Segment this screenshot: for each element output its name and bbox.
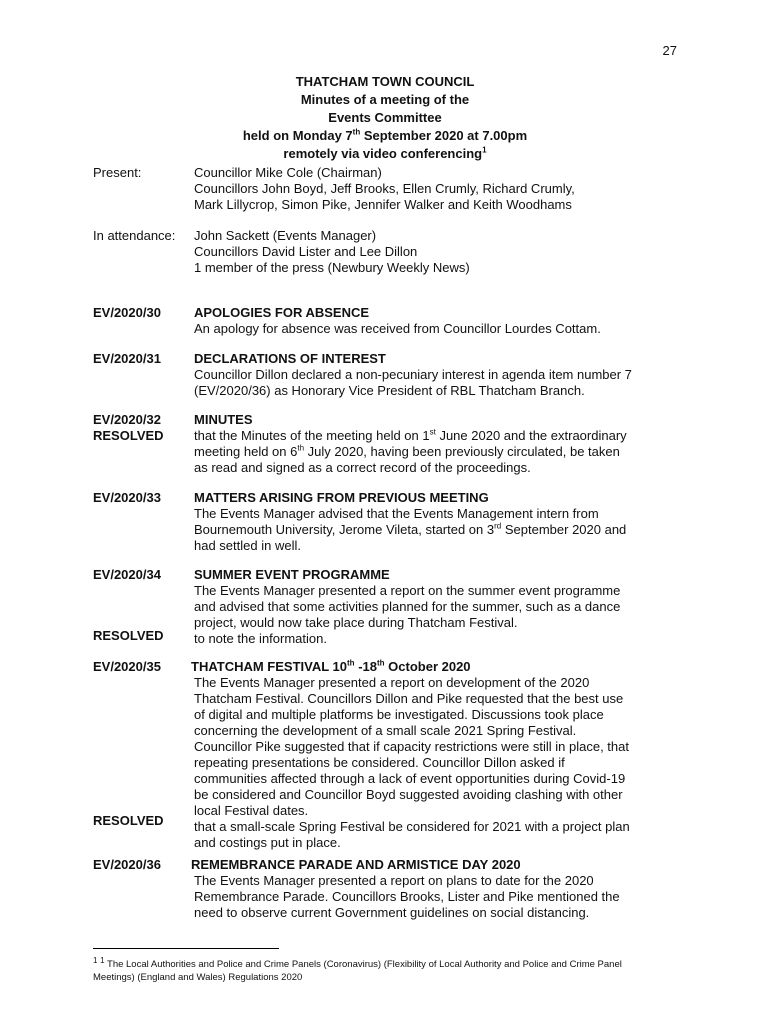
- footnote-line: Meetings) (England and Wales) Regulations 2020: [93, 972, 303, 983]
- item-body: [194, 567, 674, 647]
- item-text: [194, 522, 674, 538]
- document-header: [0, 73, 770, 163]
- item-text: to note the information.: [194, 631, 327, 646]
- meeting-date-part: held on Monday 7: [242, 128, 353, 143]
- text-part: that the Minutes of the meeting held on 1: [194, 428, 430, 443]
- item-body: [194, 351, 674, 399]
- agenda-item-36: [93, 857, 683, 923]
- footnote: [93, 955, 678, 984]
- item-body: [194, 412, 674, 476]
- item-text: Remembrance Parade. Councillors Brooks, Lister and Pike mentioned the: [194, 889, 620, 904]
- item-ref: EV/2020/31: [93, 351, 161, 366]
- present-section: [93, 165, 683, 215]
- heading-part: -18: [354, 659, 377, 674]
- footnote-divider: [93, 948, 279, 949]
- page-number: 27: [662, 43, 677, 58]
- text-part: meeting held on 6: [194, 444, 298, 459]
- ordinal-sup: th: [297, 443, 305, 453]
- item-text: local Festival dates.: [194, 803, 309, 818]
- item-text: communities affected through a lack of event opportunities during Covid-19: [194, 771, 626, 786]
- meeting-date-rest: September 2020 at 7.00pm: [360, 128, 528, 143]
- agenda-item-31: [93, 351, 683, 401]
- item-heading: MINUTES: [194, 412, 253, 427]
- item-heading: MATTERS ARISING FROM PREVIOUS MEETING: [194, 490, 489, 505]
- attendance-line: Councillors David Lister and Lee Dillon: [194, 244, 418, 259]
- agenda-item-35: [93, 659, 683, 849]
- attendance-line: John Sackett (Events Manager): [194, 228, 377, 243]
- item-body-text: [194, 675, 674, 851]
- item-text: repeating presentations be considered. Councillor Dillon asked if: [194, 755, 565, 770]
- item-heading: DECLARATIONS OF INTEREST: [194, 351, 386, 366]
- meeting-mode: [0, 145, 770, 163]
- agenda-item-30: [93, 305, 683, 339]
- present-line: Councillor Mike Cole (Chairman): [194, 165, 382, 180]
- item-heading: SUMMER EVENT PROGRAMME: [194, 567, 390, 582]
- council-name: THATCHAM TOWN COUNCIL: [295, 74, 475, 89]
- attendance-line: 1 member of the press (Newbury Weekly News): [194, 260, 470, 275]
- footnote-line: [93, 955, 678, 971]
- ordinal-sup: th: [347, 658, 355, 668]
- item-body: [191, 659, 671, 675]
- item-text: Thatcham Festival. Councillors Dillon and Pike requested that the best use: [194, 691, 624, 706]
- item-text: that a small-scale Spring Festival be considered for 2021 with a project plan: [194, 819, 630, 834]
- item-heading: REMEMBRANCE PARADE AND ARMISTICE DAY 2020: [191, 857, 521, 872]
- text-part: July 2020, having been previously circulated, be taken: [304, 444, 620, 459]
- item-text: An apology for absence was received from Councillor Lourdes Cottam.: [194, 321, 601, 336]
- minutes-title: Minutes of a meeting of the: [300, 92, 470, 107]
- item-ref: EV/2020/36: [93, 857, 161, 872]
- heading-part: THATCHAM FESTIVAL 10: [191, 659, 348, 674]
- footnote-marker: 1: [93, 955, 98, 965]
- item-text: be considered and Councillor Boyd suggested avoiding clashing with other: [194, 787, 623, 802]
- item-ref: EV/2020/32: [93, 412, 161, 427]
- meeting-mode-text: remotely via video conferencing: [283, 146, 483, 161]
- resolved-label: RESOLVED: [93, 428, 164, 443]
- item-text: and costings put in place.: [194, 835, 341, 850]
- item-heading: APOLOGIES FOR ABSENCE: [194, 305, 370, 320]
- item-text: and advised that some activities planned for the summer, such as a dance: [194, 599, 621, 614]
- agenda-item-34: [93, 567, 683, 647]
- item-text: of digital and multiple platforms be investigated. Discussions took place: [194, 707, 604, 722]
- item-ref: EV/2020/35: [93, 659, 161, 674]
- item-text: [194, 444, 674, 460]
- item-text: concerning the development of a small scale 2021 Spring Festival.: [194, 723, 577, 738]
- text-part: Bournemouth University, Jerome Vileta, started on 3: [194, 522, 495, 537]
- text-part: September 2020 and: [501, 522, 627, 537]
- item-body: [194, 490, 674, 554]
- resolved-label: RESOLVED: [93, 628, 164, 643]
- item-text: Councillor Dillon declared a non-pecuniary interest in agenda item number 7: [194, 367, 632, 382]
- item-text: need to observe current Government guidelines on social distancing.: [194, 905, 590, 920]
- attendance-list: [194, 228, 674, 276]
- heading-part: October 2020: [384, 659, 471, 674]
- attendance-label: In attendance:: [93, 228, 176, 243]
- meeting-date-sup: th: [352, 127, 361, 137]
- present-label: Present:: [93, 165, 142, 180]
- item-ref: EV/2020/33: [93, 490, 161, 505]
- attendance-section: [93, 228, 683, 278]
- agenda-item-32: [93, 412, 683, 478]
- item-ref: EV/2020/34: [93, 567, 161, 582]
- item-ref: EV/2020/30: [93, 305, 161, 320]
- item-body: [194, 305, 674, 337]
- item-text: had settled in well.: [194, 538, 301, 553]
- present-line: Councillors John Boyd, Jeff Brooks, Ellen Crumly, Richard Crumly,: [194, 181, 575, 196]
- item-text: [194, 428, 674, 444]
- item-text: The Events Manager presented a report on development of the 2020: [194, 675, 590, 690]
- footnote-marker: 1: [100, 955, 105, 965]
- item-text: (EV/2020/36) as Honorary Vice President of RBL Thatcham Branch.: [194, 383, 585, 398]
- text-part: June 2020 and the extraordinary: [435, 428, 627, 443]
- item-body-text: [194, 873, 674, 921]
- footnote-ref: 1: [482, 145, 487, 155]
- footnote-text: The Local Authorities and Police and Crime Panels (Coronavirus) (Flexibility of Local Authority and Police and Crime Panel: [107, 959, 622, 970]
- item-heading: [191, 659, 671, 675]
- agenda-item-33: [93, 490, 683, 556]
- committee-name: Events Committee: [328, 110, 442, 125]
- ordinal-sup: th: [376, 658, 385, 668]
- item-text: as read and signed as a correct record of the proceedings.: [194, 460, 531, 475]
- present-line: Mark Lillycrop, Simon Pike, Jennifer Walker and Keith Woodhams: [194, 197, 572, 212]
- meeting-date: [0, 127, 770, 145]
- resolved-label: RESOLVED: [93, 813, 164, 828]
- ordinal-sup: rd: [494, 521, 502, 531]
- present-list: [194, 165, 674, 213]
- ordinal-sup: st: [429, 427, 436, 437]
- item-text: The Events Manager presented a report on the summer event programme: [194, 583, 621, 598]
- item-text: The Events Manager advised that the Events Management intern from: [194, 506, 599, 521]
- item-text: Councillor Pike suggested that if capacity restrictions were still in place, that: [194, 739, 629, 754]
- item-text: The Events Manager presented a report on plans to date for the 2020: [194, 873, 594, 888]
- item-text: project, would now take place during Thatcham Festival.: [194, 615, 518, 630]
- item-body: [191, 857, 671, 873]
